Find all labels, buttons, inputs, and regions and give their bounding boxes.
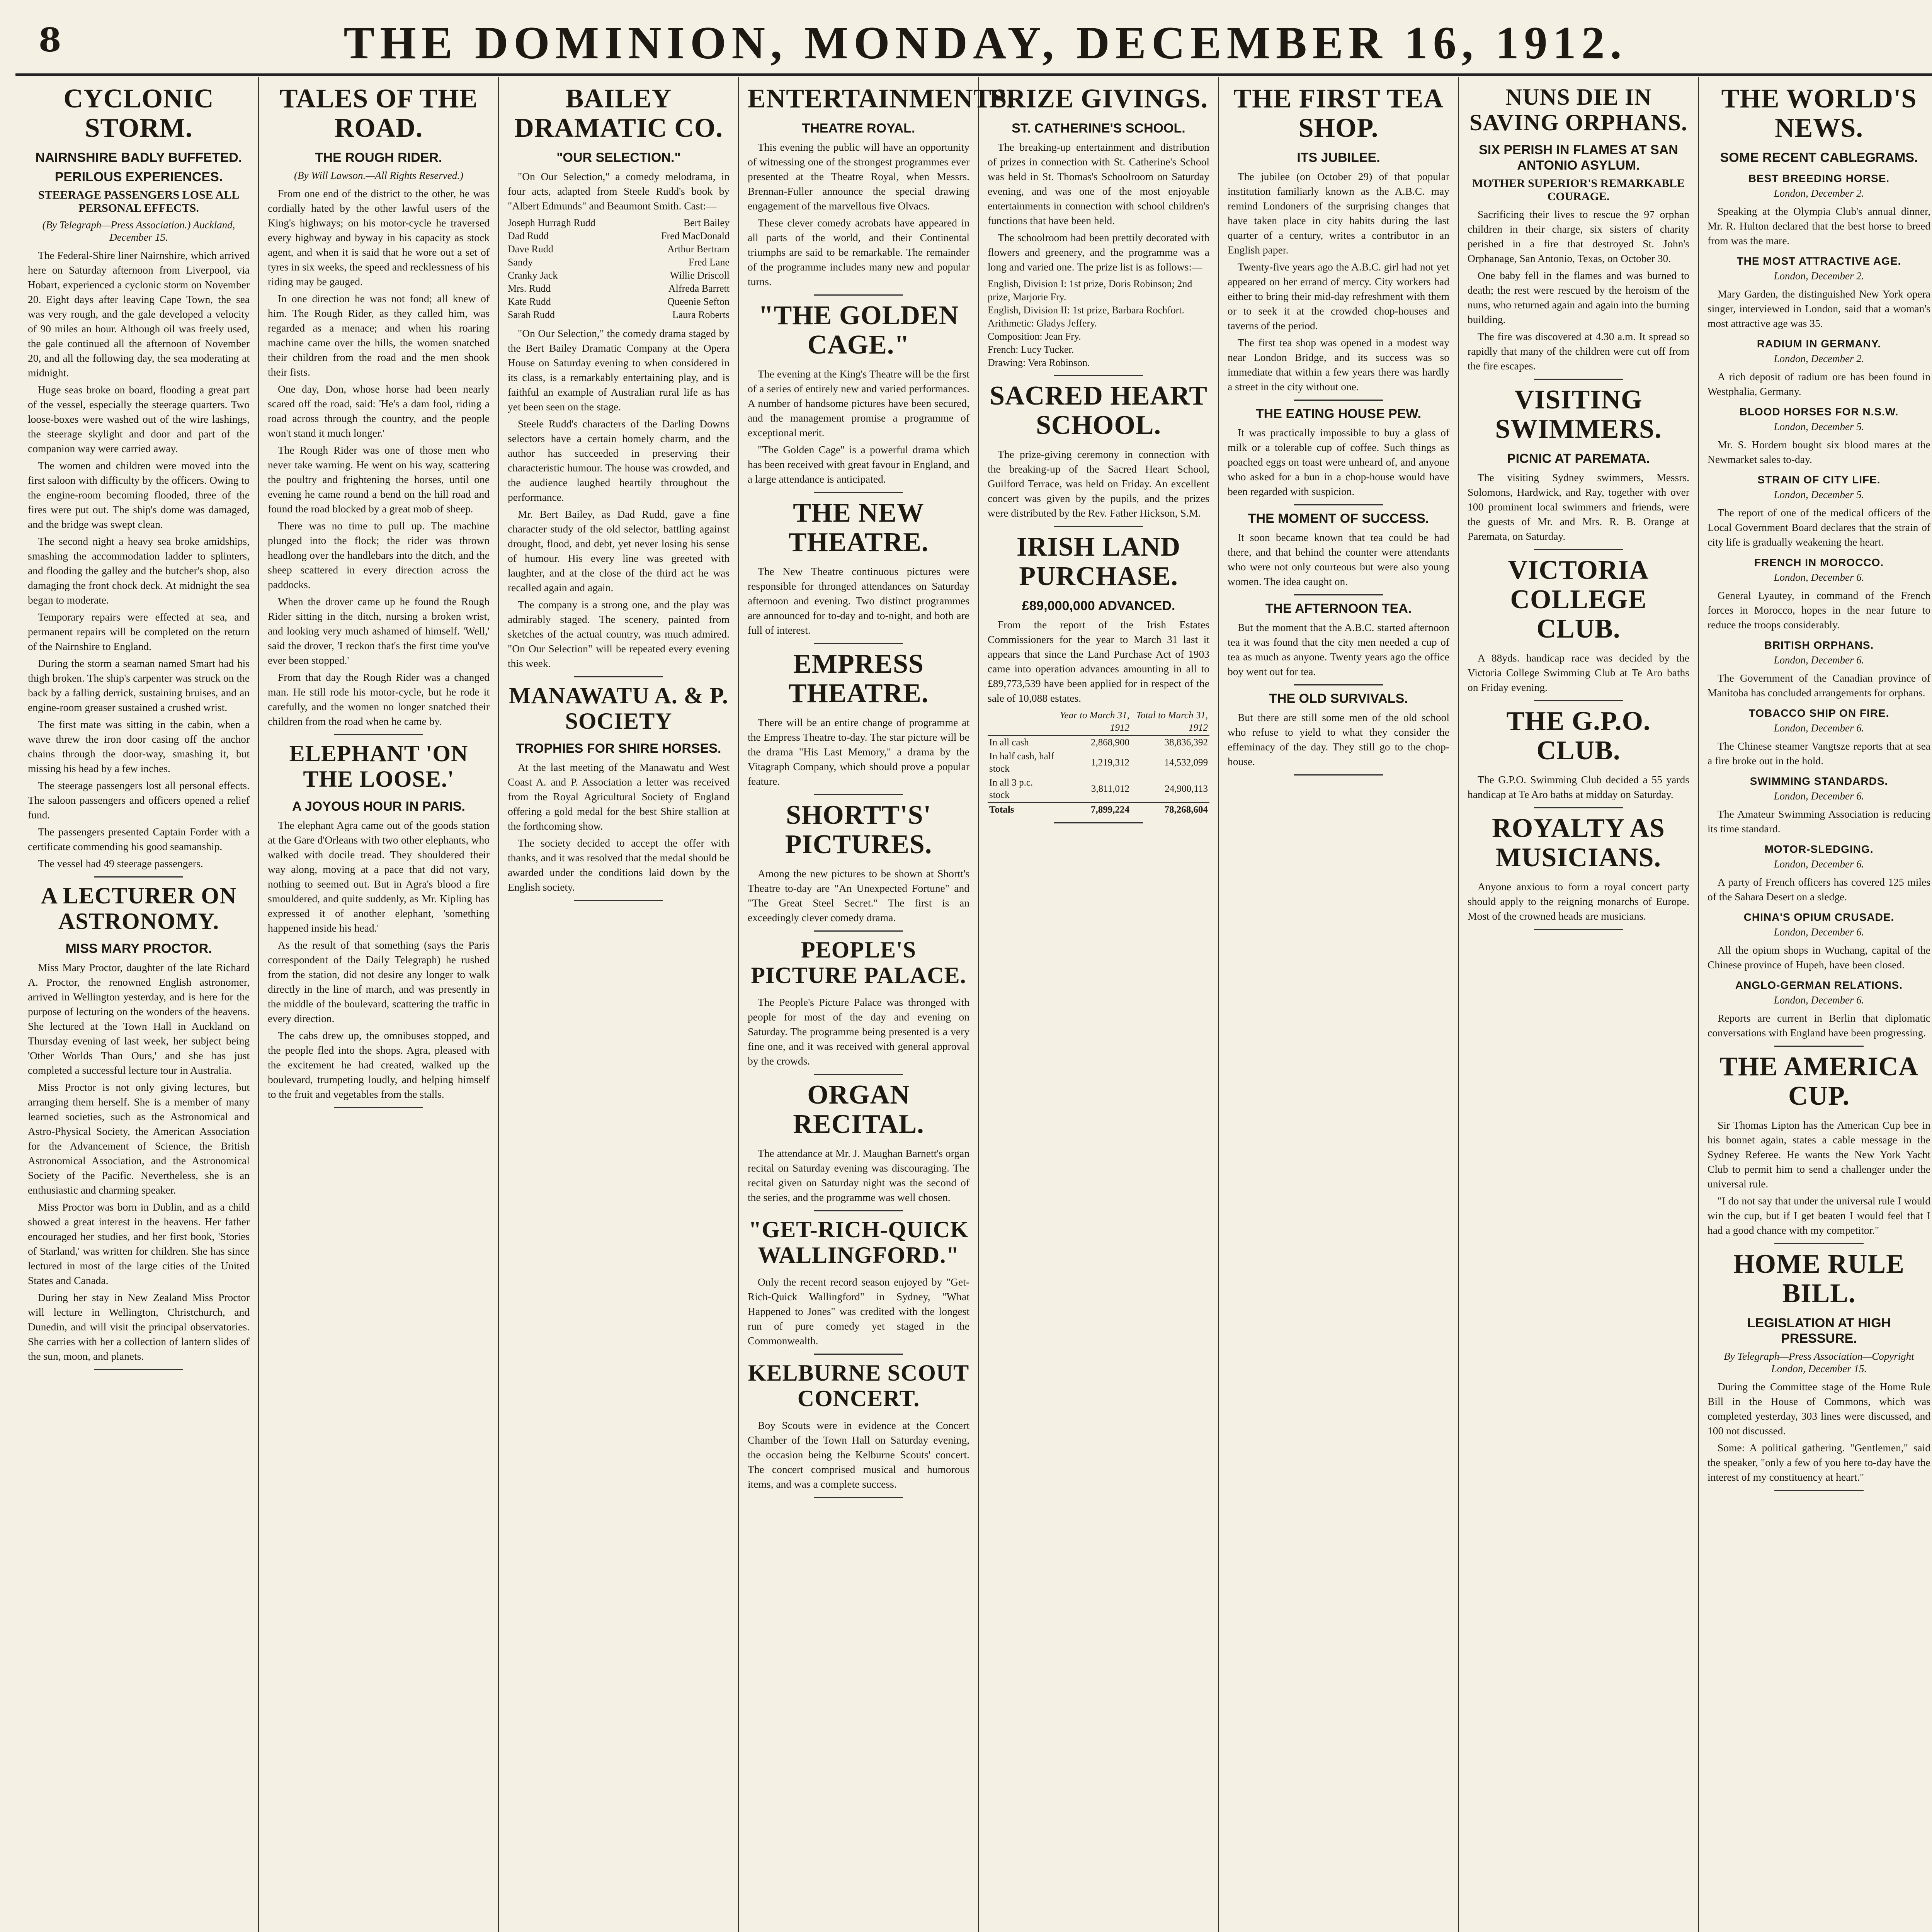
article-headline: IRISH LAND PURCHASE. <box>1016 532 1181 591</box>
article-rule <box>1294 400 1383 401</box>
article-subdeck: STEERAGE PASSENGERS LOSE ALL PERSONAL EFFECTS. <box>38 189 240 214</box>
article-paragraph: Only the recent record season enjoyed by "Get-Rich-Quick Wallingford" in Sydney, "What Happened to Jones" was credited with the longest run of pure comedy yet staged in the Commonwealth. <box>748 1276 969 1347</box>
article <box>1468 556 1689 701</box>
article-deck: THE ROUGH RIDER. <box>315 150 442 165</box>
article-paragraph: The vessel had 49 steerage passengers. <box>38 857 203 869</box>
table-head <box>988 709 1209 735</box>
news-item-text: A party of French officers has covered 125 miles of the Sahara Desert on a sledge. <box>1708 876 1930 903</box>
article-paragraph: The attendance at Mr. J. Maughan Barnett's organ recital on Saturday evening was discouraging. The recital given on Saturday night was the second of the series, and the programme was well chosen. <box>748 1147 969 1203</box>
prize-list <box>988 277 1209 369</box>
news-item-dateline: London, December 6. <box>1774 722 1864 734</box>
article-paragraph: "On Our Selection," a comedy melodrama, in four acts, adapted from Steele Rudd's book by "Albert Edmunds" and Beaumont Smith. Cast:— <box>508 170 730 212</box>
article-paragraph: Mr. Bert Bailey, as Dad Rudd, gave a fine character study of the old selector, battling against drought, flood, and debt, yet never losing his sense of humour. His every line was greeted with laughter, and at the close of the third act he was recalled again and again. <box>508 508 730 594</box>
statistics-table <box>988 709 1209 817</box>
article <box>988 84 1209 376</box>
article-rule <box>1054 822 1143 823</box>
article-paragraph: There will be an entire change of programme at the Empress Theatre to-day. The star picture will be the drama "His Last Memory," a drama by the Vitagraph Company, which should prove a popular feature. <box>748 716 969 787</box>
news-item-dateline: London, December 6. <box>1774 654 1864 666</box>
article-paragraph: The G.P.O. Swimming Club decided a 55 yards handicap at Te Aro baths at midday on Saturday. <box>1468 774 1689 800</box>
article-headline: ORGAN RECITAL. <box>793 1080 924 1139</box>
article-paragraph: One day, Don, whose horse had been nearly scared off the road, said: 'He's a dam fool, riding a road across through the country, and the people won't stand it much longer.' <box>268 383 490 439</box>
article <box>268 741 490 1108</box>
article-deck: SOME RECENT CABLEGRAMS. <box>1720 150 1918 165</box>
article-rule <box>1774 1243 1864 1244</box>
article-paragraph: The People's Picture Palace was thronged with people for most of the day and evening on Saturday. The programme being presented is a very fine one, and it was received with general approval by the crowds. <box>748 996 969 1067</box>
prize-item: English, Division I: 1st prize, Doris Robinson; 2nd prize, Marjorie Fry. <box>988 278 1192 303</box>
article-headline: PRIZE GIVINGS. <box>989 84 1208 114</box>
article-byline: (By Telegraph—Press Association.) Auckland, December 15. <box>42 219 235 243</box>
article-deck: THE MOMENT OF SUCCESS. <box>1248 511 1429 526</box>
article <box>748 1080 969 1211</box>
cast-row <box>508 295 730 308</box>
article-deck: PERILOUS EXPERIENCES. <box>54 170 223 184</box>
article-paragraph: "The Golden Cage" is a powerful drama which has been received with great favour in England, and a large attendance is anticipated. <box>748 444 969 485</box>
article <box>1228 691 1449 776</box>
article-paragraph: The fire was discovered at 4.30 a.m. It spread so rapidly that many of the children were cut off from the fire escapes. <box>1468 330 1689 372</box>
news-item-dateline: London, December 6. <box>1774 571 1864 583</box>
article-deck: TROPHIES FOR SHIRE HORSES. <box>516 741 721 756</box>
article-headline: NUNS DIE IN SAVING ORPHANS. <box>1469 84 1687 135</box>
article-paragraph: In one direction he was not fond; all knew of him. The Rough Rider, as they called him, was regarded as a menace; and when his roaring machine came over the hills, the women snatched their children from the road and the men shook their fists. <box>268 293 490 378</box>
masthead <box>15 9 1932 75</box>
article-paragraph: The elephant Agra came out of the goods station at the Gare d'Orleans with two other elephants, who walked with docile tread. They shouldered their way along, moving at a pace that did not vary, nothing to seemed out. But in Agra's blood a fire smouldered, and quite suddenly, as Mr. Kipling has expressed it of another elephant, 'something happened inside his head.' <box>268 819 490 934</box>
article-paragraph: The steerage passengers lost all personal effects. The saloon passengers and officers opened a relief fund. <box>28 779 250 821</box>
cast-actor: Queenie Sefton <box>667 296 730 307</box>
article-paragraph: At the last meeting of the Manawatu and West Coast A. and P. Association a letter was received from the Royal Agricultural Society of England offering a gold medal for the best Shire stallion at the forthcoming show. <box>508 761 730 832</box>
article-paragraph: The New Theatre continuous pictures were responsible for thronged attendances on Saturday afternoon and evening. Two distinct programmes are announced for to-day and to-night, and both are full of interest. <box>748 565 969 636</box>
news-item-title: THE MOST ATTRACTIVE AGE. <box>1736 255 1901 267</box>
news-item-title: BEST BREEDING HORSE. <box>1748 172 1890 184</box>
article-paragraph: The breaking-up entertainment and distribution of prizes in connection with St. Catherine's School was held in St. Thomas's Schoolroom on Saturday evening, and was one of the most enjoyable entertainments in connection with school children's functions that have been held. <box>988 141 1209 226</box>
article-rule <box>814 1210 903 1211</box>
cast-role: Dave Rudd <box>508 243 553 255</box>
article-rule <box>574 900 663 901</box>
article <box>748 301 969 493</box>
cast-row <box>508 256 730 269</box>
article-headline: VISITING SWIMMERS. <box>1495 385 1662 444</box>
article-paragraph: From that day the Rough Rider was a changed man. He still rode his motor-cycle, but he rode it carefully, and the women no longer snatched their children from the road when he came by. <box>268 671 490 727</box>
table-row <box>988 776 1209 803</box>
article-paragraph: During the Committee stage of the Home Rule Bill in the House of Commons, which was completed yesterday, 303 lines were discussed, and 100 not discussed. <box>1708 1381 1930 1437</box>
article-paragraph: Miss Proctor was born in Dublin, and as a child showed a great interest in the heavens. Her father encouraged her studies, and her first book, 'Stories of Starland,' was written for children. She has since lectured in most of the large cities of the United States and Canada. <box>28 1201 250 1286</box>
article-headline: THE NEW THEATRE. <box>788 498 929 557</box>
cast-actor: Bert Bailey <box>683 217 730 228</box>
article <box>1228 511 1449 595</box>
article-deck: THE EATING HOUSE PEW. <box>1255 406 1422 421</box>
news-item-text: General Lyautey, in command of the French forces in Morocco, hopes in the near future to reduce the troops considerably. <box>1708 589 1930 631</box>
table-header-cell: Year to March 31, 1912 <box>1056 709 1131 735</box>
article-headline: PEOPLE'S PICTURE PALACE. <box>751 937 966 988</box>
article <box>748 84 1014 296</box>
article-paragraph: Boy Scouts were in evidence at the Concert Chamber of the Town Hall on Saturday evening, the occasion being the Kelburne Scouts' concert. The concert comprised musical and humorous items, and was a complete success. <box>748 1419 969 1490</box>
cast-row <box>508 243 730 256</box>
article-headline: SACRED HEART SCHOOL. <box>990 381 1208 440</box>
article <box>1228 601 1449 685</box>
article-paragraph: The evening at the King's Theatre will be the first of a series of entirely new and varied performances. A number of handsome pictures have been secured, and the management promise a programme of exceptional merit. <box>748 368 969 439</box>
article-paragraph: The first mate was sitting in the cabin, when a wave threw the iron door casing off the anchor chains through the door-way, smashing it, but missing his head by a few inches. <box>28 718 250 774</box>
article-paragraph: The second night a heavy sea broke amidships, smashing the accommodation ladder to splinters, and flooding the galley and the butcher's shop, also damaging the front chock deck. At midnight the sea began to moderate. <box>28 535 250 606</box>
article-headline: VICTORIA COLLEGE CLUB. <box>1508 555 1649 644</box>
cast-role: Mrs. Rudd <box>508 283 551 294</box>
article <box>748 801 969 932</box>
article-paragraph: Temporary repairs were effected at sea, and permanent repairs will be completed on the return of the Nairnshire to England. <box>28 611 250 652</box>
cast-actor: Willie Driscoll <box>670 270 730 281</box>
article-paragraph: The first tea shop was opened in a modest way near London Bridge, and its success was so immediate that within a few years there was hardly a street in the city without one. <box>1228 337 1449 393</box>
article-rule <box>814 794 903 795</box>
article-headline: ROYALTY AS MUSICIANS. <box>1492 813 1665 872</box>
article-paragraph: But there are still some men of the old school who refuse to yield to what they consider the effeminacy of the day. They still go to the chop-house. <box>1228 711 1449 767</box>
cast-list <box>508 216 730 321</box>
news-item-title: CHINA'S OPIUM CRUSADE. <box>1743 911 1895 923</box>
article-headline: BAILEY DRAMATIC CO. <box>514 84 723 143</box>
article-deck: THE AFTERNOON TEA. <box>1265 601 1412 616</box>
article-headline: THE WORLD'S NEWS. <box>1721 84 1917 143</box>
article-paragraph: But the moment that the A.B.C. started afternoon tea it was found that the city men needed a cup of tea as much as anyone. Twenty years ago the office boy went out for tea. <box>1228 621 1449 677</box>
article-paragraph: The society decided to accept the offer with thanks, and it was resolved that the medal should be awarded under the conditions laid down by the English society. <box>508 837 730 893</box>
article <box>508 84 730 677</box>
article-headline: CYCLONIC STORM. <box>63 84 214 143</box>
article-paragraph: Anyone anxious to form a royal concert party should apply to the reigning monarchs of Europe. Most of the crowned heads are musicians. <box>1468 881 1689 922</box>
news-item-title: TOBACCO SHIP ON FIRE. <box>1748 707 1889 719</box>
article <box>1468 707 1689 808</box>
article-headline: TALES OF THE ROAD. <box>279 84 478 143</box>
article-rule <box>1534 807 1623 808</box>
table-cell: 3,811,012 <box>1091 784 1129 794</box>
columns <box>19 77 1932 1932</box>
table-cell: 38,836,392 <box>1164 737 1208 748</box>
article-deck: THE OLD SURVIVALS. <box>1269 691 1408 706</box>
article-headline: SHORTT'S' PICTURES. <box>785 800 932 859</box>
cast-role: Dad Rudd <box>508 230 549 242</box>
article <box>748 937 969 1075</box>
cast-row <box>508 308 730 321</box>
table-cell: 1,219,312 <box>1090 757 1129 768</box>
article-paragraph: The schoolroom had been prettily decorated with flowers and greenery, and the programme was a long and varied one. The prize list is as follows:— <box>988 231 1209 273</box>
news-item-title: FRENCH IN MOROCCO. <box>1754 556 1884 568</box>
article <box>28 84 250 878</box>
article-deck: SIX PERISH IN FLAMES AT SAN ANTONIO ASYLUM. <box>1479 143 1678 173</box>
article-headline: THE FIRST TEA SHOP. <box>1233 84 1444 143</box>
article <box>748 1217 969 1355</box>
article-deck: A JOYOUS HOUR IN PARIS. <box>292 799 465 814</box>
article-rule <box>1294 684 1383 685</box>
news-item-dateline: London, December 5. <box>1774 421 1864 432</box>
table-cell: 2,868,900 <box>1090 737 1129 748</box>
article-headline: KELBURNE SCOUT CONCERT. <box>748 1360 969 1411</box>
table-row <box>988 750 1209 776</box>
article-paragraph: During her stay in New Zealand Miss Proctor will lecture in Wellington, Christchurch, and Dunedin, and will visit the principal observatories. She carries with her a collection of lantern slides of the sun, moon, and planets. <box>28 1291 250 1362</box>
cast-actor: Alfreda Barrett <box>668 283 730 294</box>
news-item-dateline: London, December 6. <box>1774 926 1864 938</box>
news-item-text: Mr. S. Hordern bought six blood mares at the Newmarket sales to-day. <box>1708 439 1930 465</box>
cast-role: Kate Rudd <box>508 296 551 307</box>
article <box>1468 814 1689 930</box>
news-item-title: BLOOD HORSES FOR N.S.W. <box>1739 406 1899 418</box>
column-8 <box>1699 77 1932 1932</box>
article-paragraph: "On Our Selection," the comedy drama staged by the Bert Bailey Dramatic Company at the Opera House on Saturday evening to when considered in its class, is a remarkably entertaining play, and is faithful an example of Australian rural life as has yet been seen on the stage. <box>508 327 730 413</box>
news-item-text: Reports are current in Berlin that diplomatic conversations with England have been progressing. <box>1708 1012 1930 1039</box>
article-rule <box>1054 375 1143 376</box>
article-rule <box>814 492 903 493</box>
news-item-dateline: London, December 5. <box>1774 489 1864 500</box>
column-3 <box>499 77 739 1932</box>
article <box>1708 84 1930 1047</box>
masthead-rule <box>15 73 1932 76</box>
article-paragraph: Among the new pictures to be shown at Shortt's Theatre to-day are "An Unexpected Fortune" and "The Great Steel Secret." The first is an exceedingly clever comedy drama. <box>748 867 969 923</box>
article-paragraph: From one end of the district to the other, he was cordially hated by the other lawful users of the King's highways; on his motor-cycle he traversed every highway and byway in his capacity as stock agent, and when it is said that he wore out a set of tyres in six weeks, the speed and recklessness of his riding may be gauged. <box>268 187 490 287</box>
cast-actor: Laura Roberts <box>672 309 730 320</box>
article-paragraph: The jubilee (on October 29) of that popular institution familiarly known as the A.B.C. may remind Londoners of the surprising changes that have taken place in city habits during the last quarter of a century, writes a contributor in an English paper. <box>1228 170 1449 256</box>
article-paragraph: Miss Proctor is not only giving lectures, but arranging them herself. She is a member of many learned societies, such as the Astronomical and Astro-Physical Society, the American Association for the Advancement of Science, the British Astronomical Association, and the Astronomical Society of the Pacific. Nevertheless, she is an enthusiastic and charming speaker. <box>28 1081 250 1196</box>
page-number: 8 <box>39 21 61 59</box>
article-rule <box>1534 700 1623 701</box>
column-7 <box>1459 77 1699 1932</box>
article-paragraph: The cabs drew up, the omnibuses stopped, and the people fled into the shops. Agra, pleased with the excitement he had created, walked up the boulevard, trumpeting loudly, and helping himself to the fruit and vegetables from the stalls. <box>268 1029 490 1100</box>
column-5 <box>979 77 1219 1932</box>
article-rule <box>1054 526 1143 527</box>
table-cell: In half cash, half stock <box>989 751 1054 774</box>
news-item-text: All the opium shops in Wuchang, capital of the Chinese province of Hupeh, have been closed. <box>1708 944 1930 971</box>
article <box>28 883 250 1370</box>
cast-role: Sarah Rudd <box>508 309 555 320</box>
cast-role: Joseph Hurragh Rudd <box>508 217 595 228</box>
prize-item: Drawing: Vera Robinson. <box>988 357 1090 368</box>
article-rule <box>334 1107 423 1108</box>
article <box>988 532 1209 823</box>
article-paragraph: Steele Rudd's characters of the Darling Downs selectors have a certain homely charm, and the author has succeeded in preserving their characteristic humour. The house was crowded, and the audience laughed heartily throughout the performance. <box>508 418 730 503</box>
article-rule <box>1774 1046 1864 1047</box>
article-headline: ENTERTAINMENTS. <box>748 84 1014 114</box>
table-header-row <box>988 709 1209 735</box>
article-paragraph: These clever comedy acrobats have appeared in all parts of the world, and their Continental triumphs are said to be remarkable. The remainder of the programme includes many new and popular turns. <box>748 217 969 287</box>
table-total-row <box>988 803 1209 817</box>
column-2 <box>259 77 499 1932</box>
news-item-text: Mary Garden, the distinguished New York opera singer, interviewed in London, said that a woman's most attractive age was 35. <box>1708 288 1930 329</box>
prize-item: French: Lucy Tucker. <box>988 344 1074 355</box>
article <box>988 381 1209 527</box>
article-deck: PICNIC AT PAREMATA. <box>1507 451 1650 466</box>
article-rule <box>1294 774 1383 776</box>
news-item-dateline: London, December 2. <box>1774 270 1864 282</box>
article <box>268 84 490 735</box>
article-paragraph: It soon became known that tea could be had there, and that behind the counter were attendants who were not only courteous but were also young women. The idea caught on. <box>1228 531 1449 587</box>
cast-actor: Fred MacDonald <box>661 230 730 242</box>
table-total-cell: 78,268,604 <box>1131 803 1209 817</box>
article-headline: "GET-RICH-QUICK WALLINGFORD." <box>748 1217 969 1268</box>
news-item-dateline: London, December 2. <box>1774 187 1864 199</box>
article-paragraph: The prize-giving ceremony in connection with the breaking-up of the Sacred Heart School, Guilford Terrace, was held on Friday. An excellent concert was given by the pupils, and the prizes were distributed by the Rev. Father Hickson, S.M. <box>988 448 1209 519</box>
article-rule <box>814 294 903 296</box>
article-rule <box>1534 929 1623 930</box>
article-deck: THEATRE ROYAL. <box>802 121 915 136</box>
article-paragraph: The Federal-Shire liner Nairnshire, which arrived here on Saturday afternoon from Liverpool, via Hobart, experienced a cyclonic storm on November 20. Eight days after leaving Cape Town, the sea was very rough, and the gale developed a velocity of 90 miles an hour. Although oil was freely used, the gale continued all the afternoon of November 20, and all the following day, the sea moderating at midnight. <box>28 249 250 379</box>
article-deck: NAIRNSHIRE BADLY BUFFETED. <box>35 150 242 165</box>
cast-role: Cranky Jack <box>508 270 558 281</box>
cast-actor: Fred Lane <box>688 257 730 268</box>
article-rule <box>94 876 183 878</box>
article-rule <box>1534 549 1623 550</box>
cast-row <box>508 230 730 243</box>
article-deck: "OUR SELECTION." <box>556 150 681 165</box>
news-item-text: Speaking at the Olympia Club's annual dinner, Mr. R. Hulton declared that the best horse to breed from was the mare. <box>1708 205 1930 247</box>
table-cell: 14,532,099 <box>1164 757 1208 768</box>
article <box>748 1360 969 1498</box>
cast-row <box>508 282 730 295</box>
article <box>1468 385 1689 550</box>
article-paragraph: "I do not say that under the universal rule I would win the cup, but if I get beaten I would feel that I had a good chance with my competitor." <box>1708 1195 1930 1236</box>
table-cell: In all cash <box>989 737 1029 748</box>
article-paragraph: This evening the public will have an opportunity of witnessing one of the strongest programmes ever presented at the Theatre Royal, when Messrs. Brennan-Fuller announce the special drawing engagement of the marvellous five Olvacs. <box>748 141 969 212</box>
table-cell: In all 3 p.c. stock <box>989 777 1033 800</box>
news-item-text: The Amateur Swimming Association is reducing its time standard. <box>1708 808 1930 835</box>
article-deck: LEGISLATION AT HIGH PRESSURE. <box>1747 1316 1891 1346</box>
article-headline: MANAWATU A. & P. SOCIETY <box>509 683 728 734</box>
article-rule <box>814 1074 903 1075</box>
article-paragraph: From the report of the Irish Estates Commissioners for the year to March 31 last it appears that since the Land Purchase Act of 1903 came into operation advances amounting in all to £89,773,539 have been applied for in respect of the sale of 10,088 estates. <box>988 619 1209 704</box>
news-item-title: ANGLO-GERMAN RELATIONS. <box>1735 979 1903 991</box>
article-byline: By Telegraph—Press Association—Copyright London, December 15. <box>1724 1350 1914 1374</box>
article-paragraph: As the result of that something (says the Paris correspondent of the Daily Telegraph) he rushed from the station, did not desire any longer to walk directly in the line of march, and was presently in the middle of the boulevard, scattering the traffic in every direction. <box>268 939 490 1024</box>
article-rule <box>814 930 903 932</box>
news-item-text: A rich deposit of radium ore has been found in Westphalia, Germany. <box>1708 371 1930 397</box>
article-deck: ST. CATHERINE'S SCHOOL. <box>1012 121 1185 136</box>
prize-item: English, Division II: 1st prize, Barbara Rochfort. <box>988 304 1185 316</box>
article-paragraph: A 88yds. handicap race was decided by the Victoria College Swimming Club at Te Aro baths on Friday evening. <box>1468 652 1689 693</box>
article-rule <box>574 676 663 677</box>
newspaper-title: THE DOMINION, MONDAY, DECEMBER 16, 1912. <box>344 17 1627 68</box>
news-item-title: MOTOR-SLEDGING. <box>1764 843 1874 855</box>
article <box>1708 1052 1930 1244</box>
article-headline: HOME RULE BILL. <box>1733 1249 1905 1308</box>
article <box>1228 84 1449 401</box>
article-paragraph: Some: A political gathering. "Gentlemen," said the speaker, "only a few of you here to-day have the interest of my constituency at heart." <box>1708 1442 1930 1483</box>
article-rule <box>814 1497 903 1498</box>
article-paragraph: Miss Mary Proctor, daughter of the late Richard A. Proctor, the renowned English astronomer, arrived in Wellington yesterday, and is here for the purpose of lecturing on the wonders of the heavens. She lectured at the Town Hall in Auckland on Thursday evening of last week, her subject being 'Other Worlds Than Ours,' and she has just completed a successful lecture tour in Australia. <box>28 961 250 1076</box>
article-byline: (By Will Lawson.—All Rights Reserved.) <box>294 170 463 181</box>
article-paragraph: Huge seas broke on board, flooding a great part of the vessel, especially the steerage quarters. Two loose-boxes were washed out of the wire lashings, the steerage skylight and door and part of the companion way were carried away. <box>28 384 250 454</box>
prize-item: Composition: Jean Fry. <box>988 331 1081 342</box>
article-deck: MISS MARY PROCTOR. <box>65 941 212 956</box>
article-paragraph: The passengers presented Captain Forder with a certificate commending his good seamanship. <box>28 826 250 852</box>
column-1 <box>19 77 259 1932</box>
table-header-cell: Total to March 31, 1912 <box>1131 709 1209 735</box>
article-paragraph: The visiting Sydney swimmers, Messrs. Solomons, Hardwick, and Ray, together with over 100 prominent local swimmers and friends, were the guests of Mr. and Mrs. R. B. Orange at Paremata, on Saturday. <box>1468 471 1689 542</box>
article-rule <box>814 643 903 644</box>
article <box>1468 84 1689 380</box>
article-paragraph: The company is a strong one, and the play was admirably staged. The scenery, painted from sketches of the actual country, was much admired. "On Our Selection" will be repeated every evening this week. <box>508 599 730 669</box>
article-rule <box>814 1354 903 1355</box>
article-paragraph: During the storm a seaman named Smart had his thigh broken. The ship's carpenter was struck on the back by a falling derrick, sustaining bruises, and an engine-room greaser sustained a crushed wrist. <box>28 657 250 713</box>
article-rule <box>1294 594 1383 595</box>
news-item-dateline: London, December 6. <box>1774 858 1864 870</box>
news-item-title: STRAIN OF CITY LIFE. <box>1757 474 1881 486</box>
article-rule <box>1294 504 1383 505</box>
prize-item: Arithmetic: Gladys Jeffery. <box>988 318 1097 329</box>
news-item-title: SWIMMING STANDARDS. <box>1750 775 1888 787</box>
news-item-dateline: London, December 6. <box>1774 994 1864 1006</box>
article-headline: "THE GOLDEN CAGE." <box>758 301 959 360</box>
table-header-cell <box>988 709 1056 735</box>
article-paragraph: The Rough Rider was one of those men who never take warning. He went on his way, scattering the poultry and frightening the horses, until one evening he came round a bend on the hill road and found the road blocked by a great mob of sheep. <box>268 444 490 515</box>
article-deck: £89,000,000 ADVANCED. <box>1022 599 1175 613</box>
article-rule <box>334 734 423 735</box>
article-headline: THE AMERICA CUP. <box>1719 1052 1918 1111</box>
news-item-text: The report of one of the medical officers of the Local Government Board declares that the strain of city life is gradually weakening the heart. <box>1708 507 1930 548</box>
table-total-cell: Totals <box>988 803 1056 817</box>
article-paragraph: The women and children were moved into the first saloon with difficulty by the officers. Owing to the engine-room becoming flooded, three of the fires were put out. The ship's dome was damaged, and the bridge was swept clean. <box>28 459 250 530</box>
cast-row <box>508 269 730 282</box>
article-rule <box>1774 1490 1864 1491</box>
article-paragraph: There was no time to pull up. The machine plunged into the flock; the rider was thrown headlong over the handlebars into the ditch, and the sheep scattered in every direction across the paddocks. <box>268 520 490 590</box>
article-paragraph: Sacrificing their lives to rescue the 97 orphan children in their charge, six sisters of charity perished in a fire that destroyed St. John's Orphanage, San Antonio, Texas, on October 30. <box>1468 208 1689 264</box>
article <box>748 498 969 644</box>
article-deck: ITS JUBILEE. <box>1297 150 1380 165</box>
table-total-cell: 7,899,224 <box>1056 803 1131 817</box>
article <box>1228 406 1449 505</box>
article <box>508 683 730 901</box>
article-paragraph: It was practically impossible to buy a glass of milk or a tolerable cup of coffee. Such things as poached eggs on toast were unheard of, and anyone who asked for a bun in a chop-house would have been regarded with suspicion. <box>1228 427 1449 497</box>
article-paragraph: When the drover came up he found the Rough Rider sitting in the ditch, nursing a broken wrist, and looking very much ashamed of himself. 'Well,' said the drover, 'I reckon that's the first time you've ever been stopped.' <box>268 595 490 666</box>
table-row <box>988 735 1209 750</box>
news-item-dateline: London, December 2. <box>1774 353 1864 364</box>
article <box>748 650 969 795</box>
news-item-text: The Government of the Canadian province of Manitoba has concluded arrangements for orphans. <box>1708 672 1930 699</box>
article-headline: EMPRESS THEATRE. <box>788 649 929 708</box>
article-rule <box>94 1369 183 1370</box>
table-cell: 24,900,113 <box>1165 784 1208 794</box>
news-item-title: BRITISH ORPHANS. <box>1764 639 1874 651</box>
article-paragraph: Twenty-five years ago the A.B.C. girl had not yet appeared on her errand of mercy. City workers had either to bring their mid-day refreshment with them or to seek it at the crowded chop-houses and taverns of the period. <box>1228 261 1449 332</box>
article <box>1708 1250 1930 1491</box>
article-subdeck: MOTHER SUPERIOR'S REMARKABLE COURAGE. <box>1472 177 1685 203</box>
article-paragraph: One baby fell in the flames and was burned to death; the rest were rescued by the heroism of the nuns, who returned again and again into the burning building. <box>1468 269 1689 325</box>
article-headline: ELEPHANT 'ON THE LOOSE.' <box>289 741 468 792</box>
article-paragraph: Sir Thomas Lipton has the American Cup bee in his bonnet again, states a cable message in the Sydney Referee. He wants the New York Yacht Club to permit him to send a challenger under the universal rule. <box>1708 1119 1930 1190</box>
news-item-text: The Chinese steamer Vangtsze reports that at sea a fire broke out in the hold. <box>1708 740 1930 767</box>
cast-role: Sandy <box>508 257 533 268</box>
table-body <box>988 735 1209 817</box>
cast-actor: Arthur Bertram <box>667 243 730 255</box>
news-item-title: RADIUM IN GERMANY. <box>1757 338 1881 350</box>
column-6 <box>1219 77 1459 1932</box>
cast-row <box>508 216 730 230</box>
article-headline: A LECTURER ON ASTRONOMY. <box>41 883 237 934</box>
article-rule <box>1534 379 1623 380</box>
article-headline: THE G.P.O. CLUB. <box>1506 706 1651 765</box>
news-item-dateline: London, December 6. <box>1774 790 1864 802</box>
